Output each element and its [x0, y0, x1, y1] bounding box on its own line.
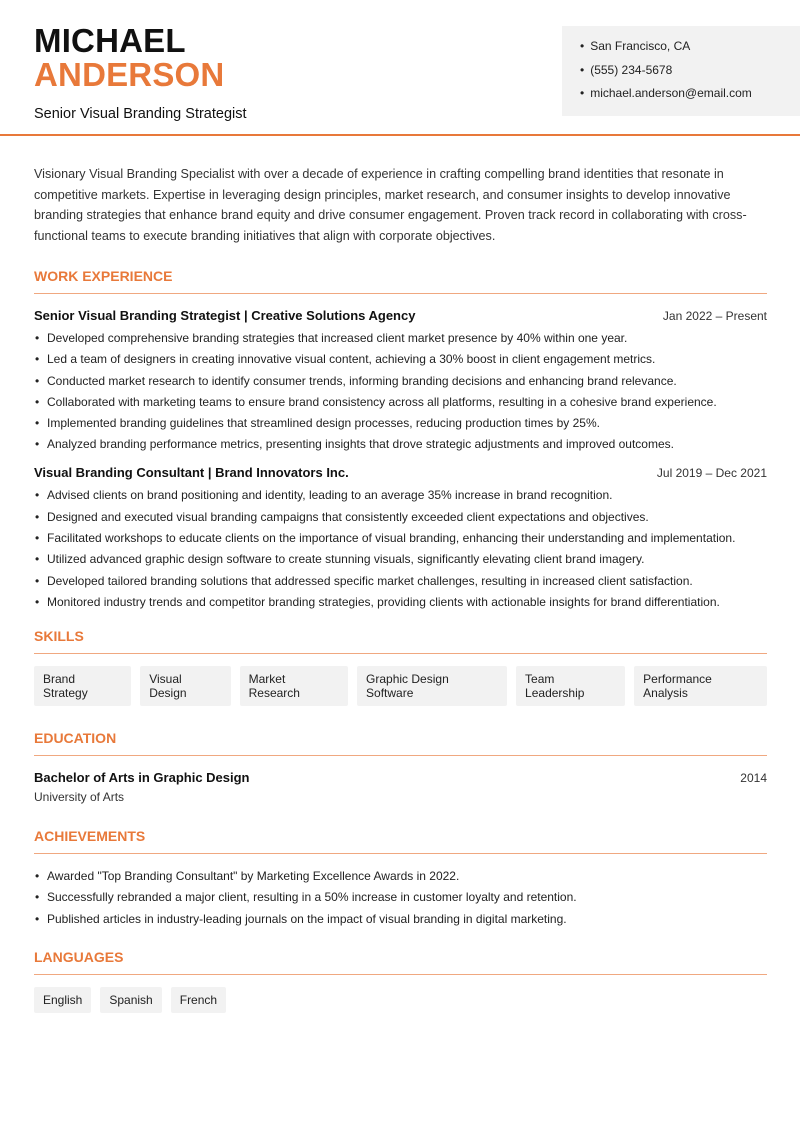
job-header [34, 465, 767, 480]
skill-chip: Performance Analysis [634, 666, 767, 706]
contact-email[interactable]: • michael.anderson@email.com [580, 85, 800, 109]
section-title-languages: LANGUAGES [34, 949, 767, 975]
list-item: • Developed tailored branding solutions that addressed specific market challenges, resulting in increased client satisfaction. [34, 573, 767, 589]
job-bullets [34, 487, 767, 609]
languages-chips [34, 987, 767, 1013]
job-bullets [34, 330, 767, 452]
education-header [34, 770, 767, 785]
contact-box [562, 26, 800, 116]
contact-location: • San Francisco, CA [580, 38, 800, 62]
job-role: Visual Branding Consultant | Brand Innovators Inc. [34, 465, 349, 481]
achievements-section [34, 828, 767, 927]
job-title: Senior Visual Branding Strategist [34, 106, 247, 122]
contact-phone: • (555) 234-5678 [580, 62, 800, 86]
list-item: • Advised clients on brand positioning and identity, leading to an average 35% increase in brand recognition. [34, 487, 767, 503]
skill-chip: Brand Strategy [34, 666, 131, 706]
contact-list [580, 38, 800, 109]
list-item: • Facilitated workshops to educate clients on the importance of visual branding, enhancing their understanding and implementation. [34, 530, 767, 546]
education-section [34, 730, 767, 804]
list-item: • Analyzed branding performance metrics, presenting insights that drove strategic adjustments and improved outcomes. [34, 436, 767, 452]
section-title-work-experience: WORK EXPERIENCE [34, 268, 767, 294]
languages-section [34, 949, 767, 1013]
education-degree: Bachelor of Arts in Graphic Design [34, 769, 250, 785]
language-chip: Spanish [100, 987, 161, 1013]
skill-chip: Visual Design [140, 666, 230, 706]
skills-section [34, 628, 767, 706]
job-dates: Jul 2019 – Dec 2021 [656, 466, 767, 481]
section-title-achievements: ACHIEVEMENTS [34, 828, 767, 854]
achievements-list [34, 868, 767, 927]
list-item: • Collaborated with marketing teams to ensure brand consistency across all platforms, resulting in a cohesive brand experience. [34, 394, 767, 410]
education-year: 2014 [740, 770, 767, 785]
language-chip: French [171, 987, 226, 1013]
list-item: • Led a team of designers in creating innovative visual content, achieving a 30% boost in client engagement metrics. [34, 351, 767, 367]
list-item: • Designed and executed visual branding campaigns that consistently exceeded client expectations and objectives. [34, 509, 767, 525]
skills-chips [34, 666, 767, 706]
list-item: • Conducted market research to identify consumer trends, informing branding decisions and enhancing brand relevance. [34, 373, 767, 389]
list-item: • Monitored industry trends and competitor branding strategies, providing clients with actionable insights for brand differentiation. [34, 594, 767, 610]
name-block [34, 24, 247, 122]
skill-chip: Graphic Design Software [357, 666, 507, 706]
job-entry-1 [34, 308, 767, 452]
job-dates: Jan 2022 – Present [662, 309, 767, 323]
list-item: • Utilized advanced graphic design software to create stunning visuals, significantly elevating client brand imagery. [34, 551, 767, 567]
job-role: Senior Visual Branding Strategist | Creative Solutions Agency [34, 308, 416, 323]
list-item: • Developed comprehensive branding strategies that increased client market presence by 40% within one year. [34, 330, 767, 346]
resume-header [0, 0, 800, 136]
skill-chip: Team Leadership [516, 666, 625, 706]
work-experience-section [34, 268, 767, 610]
first-name: MICHAEL [34, 22, 186, 59]
skill-chip: Market Research [240, 666, 348, 706]
list-item: • Implemented branding guidelines that streamlined design processes, reducing production times by 25%. [34, 415, 767, 431]
education-school: University of Arts [34, 789, 125, 804]
list-item: • Successfully rebranded a major client, resulting in a 50% increase in customer loyalty and retention. [34, 889, 767, 905]
resume-content [34, 164, 767, 1013]
language-chip: English [34, 987, 91, 1013]
section-title-education: EDUCATION [34, 730, 767, 756]
summary-text: Visionary Visual Branding Specialist with over a decade of experience in crafting compelling brand identities that resonate in competitive markets. Expertise in leveraging design principles, market research, and consumer insights to develop innovative branding strategies that enhance brand equity and drive consumer engagement. Proven track record in collaborating with cross-functional teams to execute branding initiatives that align with corporate objectives. [34, 167, 747, 243]
section-title-skills: SKILLS [34, 628, 767, 654]
job-header [34, 308, 767, 323]
last-name: ANDERSON [34, 56, 225, 93]
job-entry-2 [34, 465, 767, 609]
list-item: • Published articles in industry-leading journals on the impact of visual branding in digital marketing. [34, 911, 767, 927]
list-item: • Awarded "Top Branding Consultant" by Marketing Excellence Awards in 2022. [34, 868, 767, 884]
